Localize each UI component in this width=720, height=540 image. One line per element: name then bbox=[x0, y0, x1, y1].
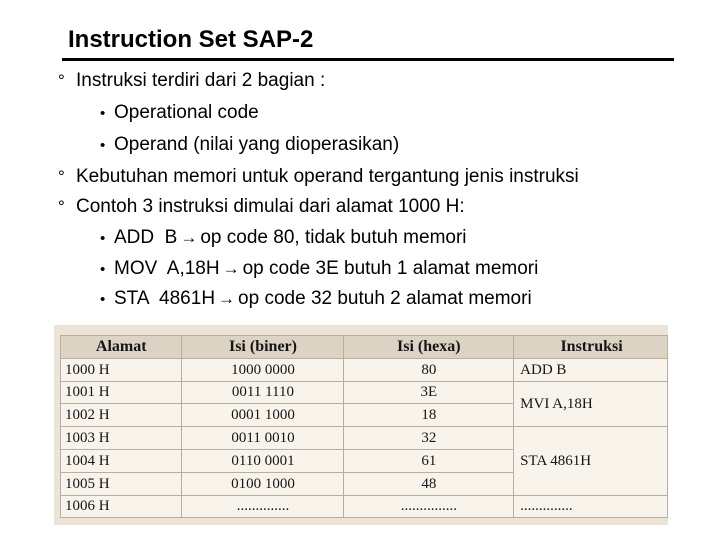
cell-alamat: 1006 H bbox=[61, 495, 182, 518]
column-header-alamat: Alamat bbox=[61, 336, 182, 359]
bullet-item-example bbox=[58, 196, 465, 218]
memory-table bbox=[60, 335, 668, 518]
cell-alamat: 1004 H bbox=[61, 449, 182, 472]
bullet-item-operand bbox=[100, 134, 399, 156]
table-row bbox=[61, 381, 668, 404]
table-row bbox=[61, 427, 668, 450]
cell-biner: 0011 1110 bbox=[182, 381, 344, 404]
cell-hexa: 80 bbox=[344, 358, 514, 381]
table-row bbox=[61, 358, 668, 381]
cell-hexa: 48 bbox=[344, 472, 514, 495]
cell-hexa: 18 bbox=[344, 404, 514, 427]
cell-instruksi: STA 4861H bbox=[514, 427, 668, 495]
cell-hexa: 61 bbox=[344, 449, 514, 472]
column-header-instruksi: Instruksi bbox=[514, 336, 668, 359]
slide-title: Instruction Set SAP-2 bbox=[68, 26, 314, 53]
bullet-item-sta bbox=[100, 288, 532, 310]
column-header-biner: Isi (biner) bbox=[182, 336, 344, 359]
bullet-text: Operational code bbox=[114, 102, 259, 123]
cell-hexa: 32 bbox=[344, 427, 514, 450]
arrow-right-icon: → bbox=[180, 228, 198, 247]
cell-biner: 0011 0010 bbox=[182, 427, 344, 450]
bullet-text-before: MOV A,18H bbox=[114, 258, 220, 279]
column-header-hexa: Isi (hexa) bbox=[344, 336, 514, 359]
cell-instruksi: ADD B bbox=[514, 358, 668, 381]
cell-biner: 1000 0000 bbox=[182, 358, 344, 381]
bullet-text-before: STA 4861H bbox=[114, 288, 216, 309]
bullet-item-instruction-parts bbox=[58, 70, 325, 92]
bullet-mark: • bbox=[100, 105, 106, 122]
cell-biner: .............. bbox=[182, 495, 344, 518]
cell-hexa: ............... bbox=[344, 495, 514, 518]
bullet-mark: • bbox=[100, 137, 106, 154]
bullet-mark: ° bbox=[58, 71, 65, 90]
arrow-right-icon: → bbox=[222, 259, 240, 278]
cell-alamat: 1000 H bbox=[61, 358, 182, 381]
bullet-mark: • bbox=[100, 291, 106, 308]
table-row bbox=[61, 495, 668, 518]
bullet-mark: • bbox=[100, 230, 106, 247]
bullet-mark: • bbox=[100, 261, 106, 278]
cell-biner: 0100 1000 bbox=[182, 472, 344, 495]
memory-table-image bbox=[54, 325, 668, 525]
cell-alamat: 1005 H bbox=[61, 472, 182, 495]
bullet-text: Contoh 3 instruksi dimulai dari alamat 1000 H: bbox=[76, 196, 465, 217]
bullet-text: Instruksi terdiri dari 2 bagian : bbox=[76, 70, 326, 91]
bullet-item-memory-need bbox=[58, 166, 579, 188]
cell-instruksi: .............. bbox=[514, 495, 668, 518]
bullet-text-after: op code 32 butuh 2 alamat memori bbox=[238, 288, 532, 309]
bullet-mark: ° bbox=[58, 167, 65, 186]
bullet-text-after: op code 3E butuh 1 alamat memori bbox=[242, 258, 539, 279]
cell-alamat: 1002 H bbox=[61, 404, 182, 427]
cell-biner: 0110 0001 bbox=[182, 449, 344, 472]
cell-biner: 0001 1000 bbox=[182, 404, 344, 427]
arrow-right-icon: → bbox=[218, 289, 236, 308]
bullet-item-add bbox=[100, 227, 467, 249]
bullet-item-opcode bbox=[100, 102, 259, 124]
bullet-item-mov bbox=[100, 258, 538, 280]
cell-alamat: 1003 H bbox=[61, 427, 182, 450]
bullet-text: Kebutuhan memori untuk operand tergantung jenis instruksi bbox=[76, 166, 579, 187]
bullet-text: Operand (nilai yang dioperasikan) bbox=[114, 134, 400, 155]
cell-alamat: 1001 H bbox=[61, 381, 182, 404]
cell-hexa: 3E bbox=[344, 381, 514, 404]
cell-instruksi: MVI A,18H bbox=[514, 381, 668, 427]
bullet-mark: ° bbox=[58, 197, 65, 216]
table-header-row bbox=[61, 336, 668, 359]
bullet-text-after: op code 80, tidak butuh memori bbox=[200, 227, 467, 248]
title-underline bbox=[62, 58, 674, 61]
bullet-text-before: ADD B bbox=[114, 227, 178, 248]
